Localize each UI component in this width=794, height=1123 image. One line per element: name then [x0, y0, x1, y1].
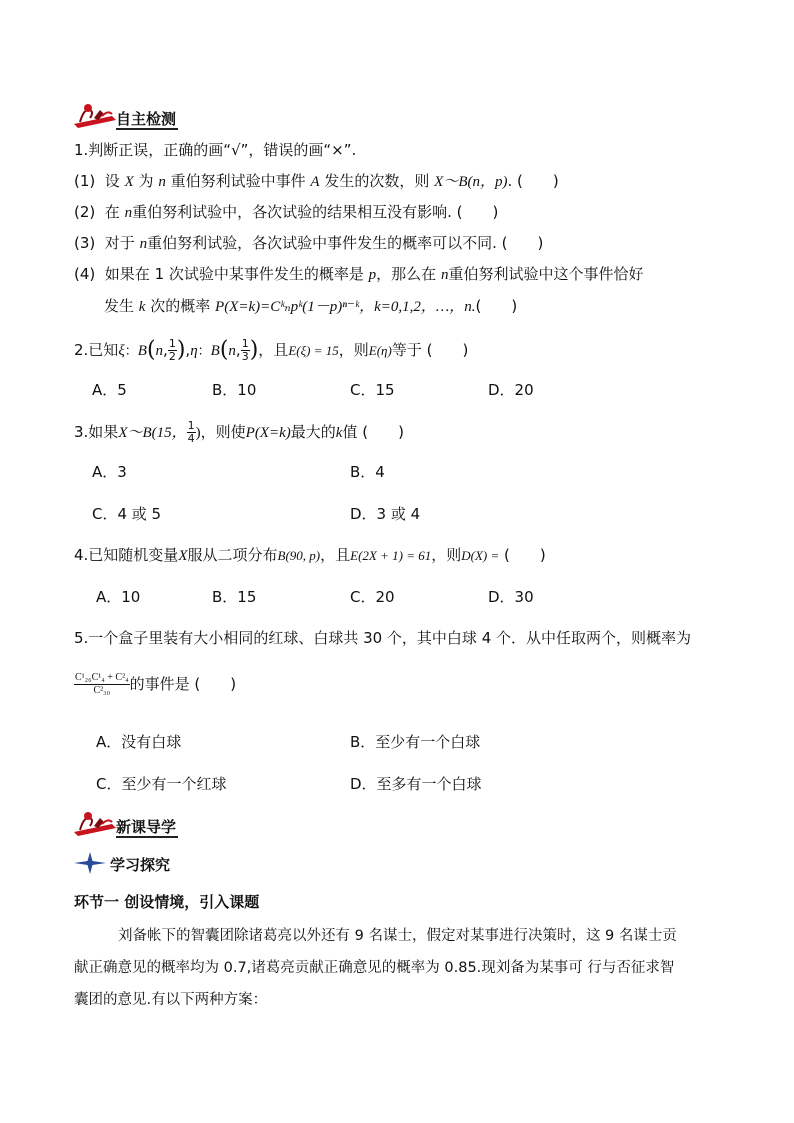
fraction-one-quarter: $\frac{1}{4}$ — [187, 419, 195, 445]
q1-item-2: (2) 在 n重伯努利试验中，各次试验的结果相互没有影响. ( ) — [74, 203, 499, 221]
q3-stem: 3.如果X～B(15， $\frac{1}{4}$ )，则使P(X=k)最大的k值 ( ) — [74, 419, 404, 445]
q5-option-d[interactable]: D．至多有一个白球 — [350, 775, 482, 793]
q1-item-1: (1) 设 X 为 n 重伯努利试验中事件 A 发生的次数，则 X～B(n，p). ( ) — [74, 172, 559, 190]
q5-fraction: $\frac{\text{C¹₂₆C¹₄ + C²₄}}{\text{C²₃₀}}$ — [75, 672, 129, 696]
q5-option-a[interactable]: A．没有白球 — [96, 733, 182, 751]
section-header-new-lesson — [72, 810, 212, 838]
para-line-1: 刘备帐下的智囊团除诸葛亮以外还有 9 名谋士，假定对某事进行决策时，这 9 名谋士贡 — [118, 928, 677, 944]
q2-stem: 2.已知ξ：B(n, $\frac{1}{2}$ ),η：B(n, $\frac{1}{3}$ )，且E(ξ) = 15，则E(η)等于 ( ) — [74, 337, 469, 363]
q2-option-a[interactable]: A．5 — [92, 381, 127, 399]
q4-option-b[interactable]: B．15 — [212, 588, 257, 606]
section-title: 自主检测 — [116, 110, 177, 128]
subsection-title: 学习探究 — [110, 856, 171, 874]
fraction-one-half: $\frac{1}{2}$ — [168, 337, 176, 363]
q3-option-c[interactable]: C．4 或 5 — [92, 505, 162, 523]
q1-item-4: (4) 如果在 1 次试验中某事件发生的概率是 p，那么在 n重伯努利试验中这个事件恰好 — [74, 265, 644, 283]
q4-stem: 4.已知随机变量X服从二项分布B(90, p)，且E(2X + 1) = 61，则D(X) = ( ) — [74, 546, 546, 564]
para-line-3: 囊团的意见.有以下两种方案： — [74, 992, 268, 1008]
q5-option-c[interactable]: C．至少有一个红球 — [96, 775, 227, 793]
q4-option-c[interactable]: C．20 — [350, 588, 395, 606]
q5-stem: 5.一个盒子里装有大小相同的红球、白球共 30 个，其中白球 4 个．从中任取两个，则概率为 — [74, 629, 692, 647]
star-icon — [74, 852, 106, 874]
q3-option-a[interactable]: A．3 — [92, 463, 127, 481]
q1-item-4-continued: 发生 k 次的概率 P(X=k)=Cᵏₙpᵏ(1－p)ⁿ⁻ᵏ，k=0,1,2，…，n.( ) — [104, 297, 518, 315]
q2-option-c[interactable]: C．15 — [350, 381, 395, 399]
step1-title: 环节一 创设情境，引入课题 — [74, 893, 260, 911]
q4-option-a[interactable]: A．10 — [96, 588, 141, 606]
section-logo-icon — [72, 810, 118, 838]
fraction-one-third: $\frac{1}{3}$ — [241, 337, 249, 363]
q4-option-d[interactable]: D．30 — [488, 588, 534, 606]
section-title: 新课导学 — [116, 818, 177, 836]
q2-option-d[interactable]: D．20 — [488, 381, 534, 399]
q3-option-b[interactable]: B．4 — [350, 463, 385, 481]
q5-option-b[interactable]: B．至少有一个白球 — [350, 733, 481, 751]
q3-option-d[interactable]: D．3 或 4 — [350, 505, 421, 523]
section-header-self-check — [72, 102, 212, 130]
q2-option-b[interactable]: B．10 — [212, 381, 257, 399]
para-line-2: 献正确意见的概率均为 0.7,诸葛亮贡献正确意见的概率为 0.85.现刘备为某事可 行与否征求智 — [74, 960, 675, 976]
section-logo-icon — [72, 102, 118, 130]
q1-stem: 1.判断正误，正确的画“√”，错误的画“×”. — [74, 141, 357, 159]
q1-item-3: (3) 对于 n重伯努利试验，各次试验中事件发生的概率可以不同. ( ) — [74, 234, 544, 252]
q5-stem-continued: $\frac{\text{C¹₂₆C¹₄ + C²₄}}{\text{C²₃₀}}$ 的事件是 ( ) — [75, 672, 237, 696]
